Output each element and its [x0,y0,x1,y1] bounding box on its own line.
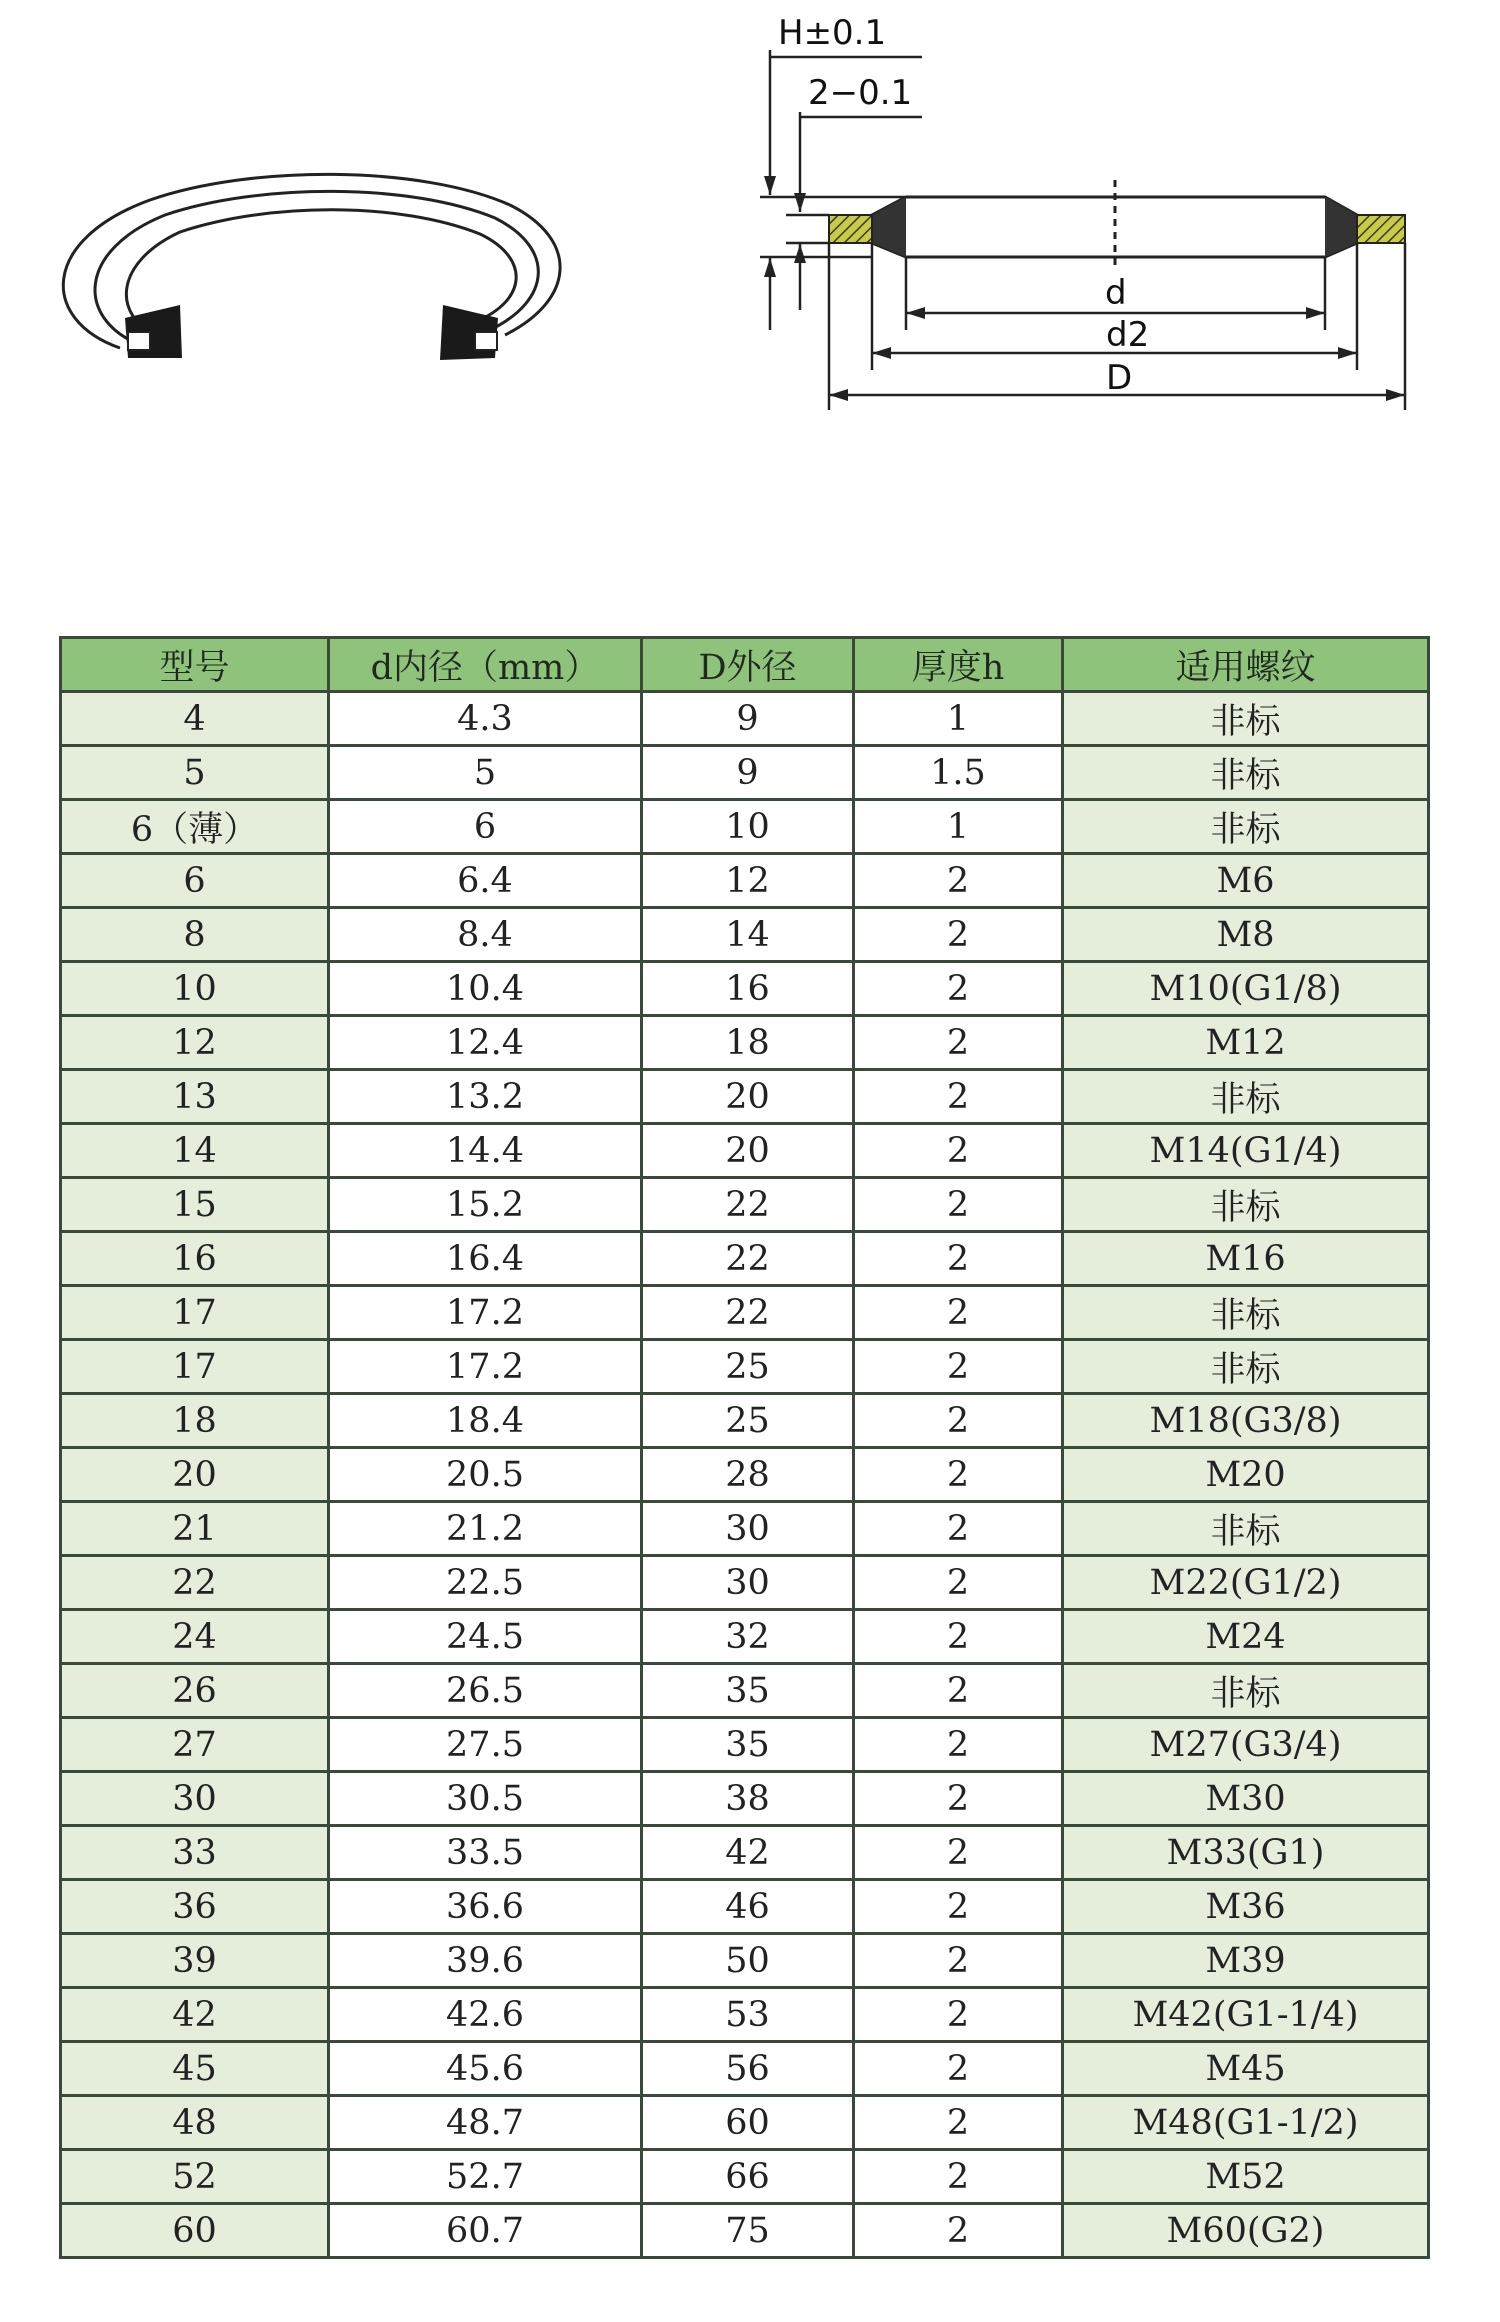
inner-diameter-cell: 42.6 [329,1988,642,2042]
thickness-cell: 2 [854,1502,1063,1556]
table-row [61,1934,1429,1988]
thickness-cell: 1 [854,800,1063,854]
thread-cell: 非标 [1063,1340,1429,1394]
outer-diameter-cell: 16 [642,962,854,1016]
technical-drawing [0,0,1500,560]
inner-diameter-cell: 24.5 [329,1610,642,1664]
outer-diameter-cell: 25 [642,1394,854,1448]
ring-perspective-illustration [0,0,620,420]
model-cell: 42 [61,1988,329,2042]
thickness-cell: 2 [854,2096,1063,2150]
inner-diameter-cell: 36.6 [329,1880,642,1934]
inner-diameter-cell: 52.7 [329,2150,642,2204]
thickness-cell: 2 [854,1286,1063,1340]
inner-diameter-cell: 5 [329,746,642,800]
thread-cell: M20 [1063,1448,1429,1502]
table-row [61,1772,1429,1826]
table-row [61,1718,1429,1772]
inner-diameter-cell: 16.4 [329,1232,642,1286]
inner-diameter-cell: 27.5 [329,1718,642,1772]
thickness-tolerance-label: 2−0.1 [808,73,913,113]
outer-diameter-cell: 60 [642,2096,854,2150]
outer-diameter-cell: 53 [642,1988,854,2042]
table-row [61,1826,1429,1880]
model-cell: 48 [61,2096,329,2150]
model-cell: 26 [61,1664,329,1718]
thickness-cell: 2 [854,2150,1063,2204]
specification-table [59,636,1430,2259]
outer-diameter-cell: 30 [642,1502,854,1556]
model-cell: 22 [61,1556,329,1610]
inner-diameter-cell: 8.4 [329,908,642,962]
table-header-row [61,638,1429,692]
thickness-cell: 2 [854,962,1063,1016]
model-cell: 6 [61,854,329,908]
inner-diameter-cell: 10.4 [329,962,642,1016]
table-row [61,1394,1429,1448]
thread-cell: M33(G1) [1063,1826,1429,1880]
model-cell: 8 [61,908,329,962]
table-row [61,1232,1429,1286]
table-body [61,692,1429,2258]
model-cell: 33 [61,1826,329,1880]
thread-cell: M22(G1/2) [1063,1556,1429,1610]
inner-diameter-cell: 39.6 [329,1934,642,1988]
thread-cell: 非标 [1063,800,1429,854]
thickness-cell: 2 [854,1340,1063,1394]
outer-diameter-label: D [1106,358,1133,398]
model-cell: 5 [61,746,329,800]
thickness-cell: 2 [854,1232,1063,1286]
thickness-cell: 2 [854,1934,1063,1988]
thread-cell: M24 [1063,1610,1429,1664]
h-tolerance-label: H±0.1 [778,13,887,53]
thickness-cell: 2 [854,1016,1063,1070]
outer-diameter-cell: 28 [642,1448,854,1502]
thread-cell: M27(G3/4) [1063,1718,1429,1772]
table-row [61,1988,1429,2042]
inner-diameter-cell: 21.2 [329,1502,642,1556]
outer-diameter-cell: 22 [642,1286,854,1340]
thread-cell: 非标 [1063,1070,1429,1124]
model-cell: 36 [61,1880,329,1934]
thickness-cell: 2 [854,1772,1063,1826]
inner-diameter-cell: 33.5 [329,1826,642,1880]
thickness-cell: 2 [854,1124,1063,1178]
thickness-cell: 2 [854,1826,1063,1880]
model-cell: 4 [61,692,329,746]
table-row [61,2150,1429,2204]
model-cell: 27 [61,1718,329,1772]
outer-diameter-cell: 20 [642,1124,854,1178]
inner-diameter-cell: 30.5 [329,1772,642,1826]
outer-diameter-cell: 12 [642,854,854,908]
inner-diameter-cell: 45.6 [329,2042,642,2096]
table-row [61,1502,1429,1556]
thickness-cell: 2 [854,1178,1063,1232]
table-row [61,1016,1429,1070]
inner-diameter-cell: 15.2 [329,1178,642,1232]
thread-cell: 非标 [1063,1502,1429,1556]
outer-diameter-cell: 10 [642,800,854,854]
thread-cell: M52 [1063,2150,1429,2204]
model-cell: 60 [61,2204,329,2258]
inner-diameter-cell: 6.4 [329,854,642,908]
outer-diameter-cell: 38 [642,1772,854,1826]
thread-cell: M42(G1-1/4) [1063,1988,1429,2042]
model-cell: 13 [61,1070,329,1124]
table-row [61,2096,1429,2150]
table-row [61,1880,1429,1934]
thread-cell: M48(G1-1/2) [1063,2096,1429,2150]
thickness-cell: 2 [854,2204,1063,2258]
model-cell: 16 [61,1232,329,1286]
model-cell: 39 [61,1934,329,1988]
thickness-cell: 2 [854,2042,1063,2096]
table-row [61,1070,1429,1124]
thread-cell: M6 [1063,854,1429,908]
model-cell: 45 [61,2042,329,2096]
table-row [61,746,1429,800]
thickness-cell: 2 [854,1664,1063,1718]
outer-diameter-cell: 25 [642,1340,854,1394]
outer-diameter-cell: 32 [642,1610,854,1664]
model-cell: 52 [61,2150,329,2204]
thread-cell: M39 [1063,1934,1429,1988]
table-row [61,2204,1429,2258]
thread-cell: M12 [1063,1016,1429,1070]
middle-diameter-label: d2 [1106,315,1150,355]
model-cell: 6（薄） [61,800,329,854]
thickness-cell: 2 [854,1988,1063,2042]
inner-diameter-cell: 14.4 [329,1124,642,1178]
thread-cell: 非标 [1063,1178,1429,1232]
table-row [61,962,1429,1016]
thickness-cell: 2 [854,1070,1063,1124]
table-row [61,1178,1429,1232]
table-row [61,1610,1429,1664]
outer-diameter-cell: 30 [642,1556,854,1610]
inner-diameter-cell: 20.5 [329,1448,642,1502]
inner-diameter-cell: 48.7 [329,2096,642,2150]
outer-diameter-cell: 56 [642,2042,854,2096]
model-cell: 14 [61,1124,329,1178]
header-outer-diameter: D外径 [642,638,854,692]
model-cell: 17 [61,1286,329,1340]
outer-diameter-cell: 18 [642,1016,854,1070]
table-row [61,1340,1429,1394]
model-cell: 12 [61,1016,329,1070]
model-cell: 20 [61,1448,329,1502]
thickness-cell: 2 [854,1718,1063,1772]
table-row [61,2042,1429,2096]
table-row [61,800,1429,854]
header-thickness: 厚度h [854,638,1063,692]
outer-diameter-cell: 22 [642,1178,854,1232]
header-model: 型号 [61,638,329,692]
outer-diameter-cell: 66 [642,2150,854,2204]
outer-diameter-cell: 14 [642,908,854,962]
inner-diameter-cell: 60.7 [329,2204,642,2258]
thickness-cell: 2 [854,1448,1063,1502]
thickness-cell: 2 [854,854,1063,908]
inner-diameter-cell: 6 [329,800,642,854]
outer-diameter-cell: 9 [642,692,854,746]
inner-diameter-cell: 22.5 [329,1556,642,1610]
outer-diameter-cell: 42 [642,1826,854,1880]
inner-diameter-cell: 26.5 [329,1664,642,1718]
inner-diameter-cell: 12.4 [329,1016,642,1070]
table-row [61,692,1429,746]
outer-diameter-cell: 75 [642,2204,854,2258]
model-cell: 24 [61,1610,329,1664]
table-row [61,1286,1429,1340]
outer-diameter-cell: 35 [642,1664,854,1718]
thread-cell: 非标 [1063,692,1429,746]
thickness-cell: 1 [854,692,1063,746]
outer-diameter-cell: 35 [642,1718,854,1772]
outer-diameter-cell: 9 [642,746,854,800]
thread-cell: M36 [1063,1880,1429,1934]
thickness-cell: 1.5 [854,746,1063,800]
inner-diameter-cell: 17.2 [329,1286,642,1340]
inner-diameter-cell: 4.3 [329,692,642,746]
thread-cell: M60(G2) [1063,2204,1429,2258]
outer-diameter-cell: 20 [642,1070,854,1124]
thread-cell: 非标 [1063,1664,1429,1718]
thread-cell: M14(G1/4) [1063,1124,1429,1178]
outer-diameter-cell: 46 [642,1880,854,1934]
table-row [61,854,1429,908]
model-cell: 15 [61,1178,329,1232]
header-inner-diameter: d内径（mm） [329,638,642,692]
thread-cell: 非标 [1063,1286,1429,1340]
table-row [61,1448,1429,1502]
thickness-cell: 2 [854,1394,1063,1448]
inner-diameter-cell: 13.2 [329,1070,642,1124]
outer-diameter-cell: 22 [642,1232,854,1286]
table-row [61,908,1429,962]
table-row [61,1124,1429,1178]
thickness-cell: 2 [854,908,1063,962]
thread-cell: M18(G3/8) [1063,1394,1429,1448]
thickness-cell: 2 [854,1880,1063,1934]
thread-cell: M45 [1063,2042,1429,2096]
model-cell: 30 [61,1772,329,1826]
inner-diameter-label: d [1105,273,1127,313]
thickness-cell: 2 [854,1610,1063,1664]
inner-diameter-cell: 17.2 [329,1340,642,1394]
model-cell: 17 [61,1340,329,1394]
table-row [61,1664,1429,1718]
model-cell: 10 [61,962,329,1016]
thread-cell: M8 [1063,908,1429,962]
table-row [61,1556,1429,1610]
header-thread: 适用螺纹 [1063,638,1429,692]
thread-cell: M30 [1063,1772,1429,1826]
model-cell: 21 [61,1502,329,1556]
thickness-cell: 2 [854,1556,1063,1610]
thread-cell: 非标 [1063,746,1429,800]
outer-diameter-cell: 50 [642,1934,854,1988]
inner-diameter-cell: 18.4 [329,1394,642,1448]
model-cell: 18 [61,1394,329,1448]
thread-cell: M16 [1063,1232,1429,1286]
thread-cell: M10(G1/8) [1063,962,1429,1016]
